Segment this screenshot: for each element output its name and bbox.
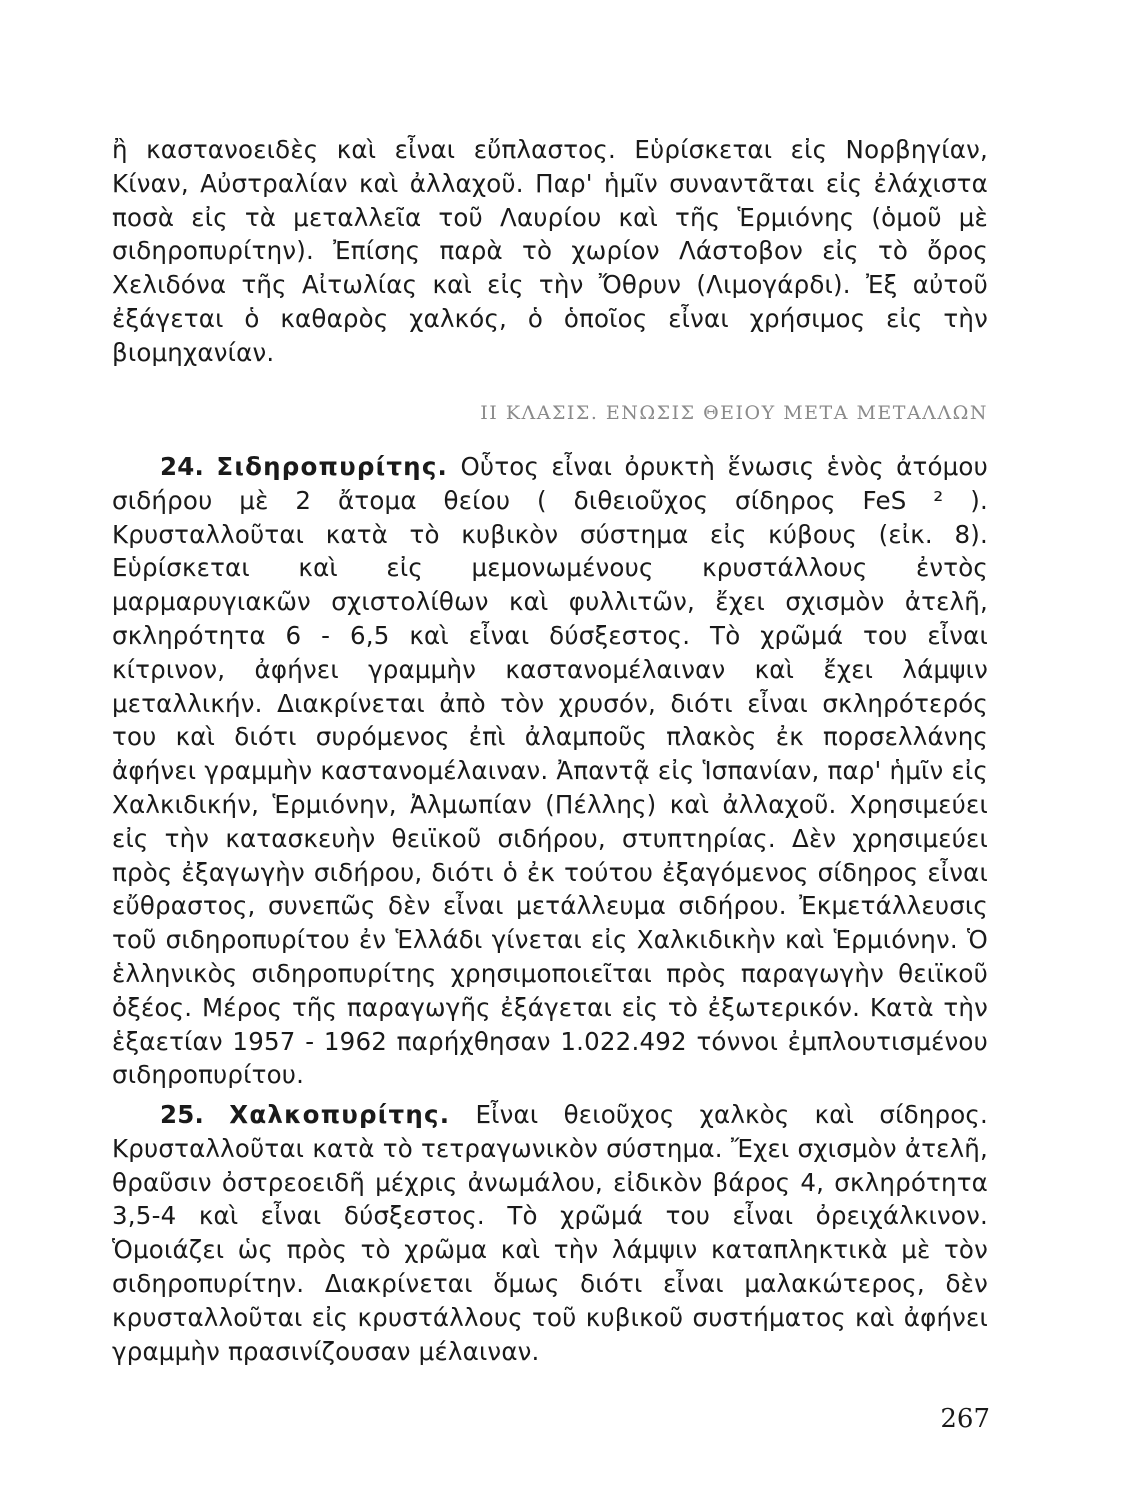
entry-25-text: Εἶναι θειοῦχος χαλκὸς καὶ σίδηρος. Κρυσταλλοῦται κατὰ τὸ τετραγωνικὸν σύστημα. Ἔχει σχισμὸν ἀτελῆ, θραῦσιν ὀστρεοειδῆ μέχρις ἀνωμάλου, εἰδικὸν βάρος 4, σκληρότητα 3,5-4 καὶ εἶναι δύσξεστος. Τὸ χρῶμά του εἶναι ὀρειχάλκινον. Ὁμοιάζει ὡς πρὸς τὸ χρῶμα καὶ τὴν λάμψιν καταπληκτικὰ μὲ τὸν σιδηροπυρίτην. Διακρίνεται ὅμως διότι εἶναι μαλακώτερος, δὲν κρυσταλλοῦται εἰς κρυστάλλους τοῦ κυβικοῦ συστήματος καὶ ἀφήνει γραμμὴν πρασινίζουσαν μέλαιναν. bbox=[112, 1100, 988, 1366]
entry-24-number: 24. bbox=[160, 452, 205, 481]
entry-24 bbox=[112, 450, 988, 1092]
entry-25 bbox=[112, 1098, 988, 1368]
entry-25-title: Χαλκοπυρίτης. bbox=[229, 1100, 451, 1129]
entry-25-number: 25. bbox=[160, 1100, 205, 1129]
entry-24-title: Σιδηροπυρίτης. bbox=[216, 452, 449, 481]
paragraph-intro-text: ἢ καστανοειδὲς καὶ εἶναι εὔπλαστος. Εὑρίσκεται εἰς Νορβηγίαν, Κίναν, Αὐστραλίαν καὶ ἀλλαχοῦ. Παρ' ἡμῖν συναντᾶται εἰς ἐλάχιστα ποσὰ εἰς τὰ μεταλλεῖα τοῦ Λαυρίου καὶ τῆς Ἑρμιόνης (ὁμοῦ μὲ σιδηροπυρίτην). Ἐπίσης παρὰ τὸ χωρίον Λάστοβον εἰς τὸ ὄρος Χελιδόνα τῆς Αἰτωλίας καὶ εἰς τὴν Ὄθρυν (Λιμογάρδι). Ἐξ αὐτοῦ ἐξάγεται ὁ καθαρὸς χαλκός, ὁ ὁποῖος εἶναι χρήσιμος εἰς τὴν βιομηχανίαν. bbox=[112, 135, 988, 367]
section-heading: II ΚΛΑΣΙΣ. ΕΝΩΣΙΣ ΘΕΙΟΥ ΜΕΤΑ ΜΕΤΑΛΛΩΝ bbox=[480, 402, 988, 424]
paragraph-intro bbox=[112, 133, 988, 370]
entry-24-text: Οὗτος εἶναι ὀρυκτὴ ἕνωσις ἑνὸς ἀτόμου σιδήρου μὲ 2 ἄτομα θείου ( διθειοῦχος σίδηρος FeS ² ). Κρυσταλλοῦται κατὰ τὸ κυβικὸν σύστημα εἰς κύβους (εἰκ. 8). Εὑρίσκεται καὶ εἰς μεμονωμένους κρυστάλλους ἐντὸς μαρμαρυγιακῶν σχιστολίθων καὶ φυλλιτῶν, ἔχει σχισμὸν ἀτελῆ, σκληρότητα 6 - 6,5 καὶ εἶναι δύσξεστος. Τὸ χρῶμά του εἶναι κίτρινον, ἀφήνει γραμμὴν καστανομέλαιναν καὶ ἔχει λάμψιν μεταλλικήν. Διακρίνεται ἀπὸ τὸν χρυσόν, διότι εἶναι σκληρότερός του καὶ διότι συρόμενος ἐπὶ ἀλαμποῦς πλακὸς ἐκ πορσελλάνης ἀφήνει γραμμὴν καστανομέλαιναν. Ἀπαντᾷ εἰς Ἱσπανίαν, παρ' ἡμῖν εἰς Χαλκιδικήν, Ἑρμιόνην, Ἀλμωπίαν (Πέλλης) καὶ ἀλλαχοῦ. Χρησιμεύει εἰς τὴν κατασκευὴν θειϊκοῦ σιδήρου, στυπτηρίας. Δὲν χρησιμεύει πρὸς ἐξαγωγὴν σιδήρου, διότι ὁ ἐκ τούτου ἐξαγόμενος σίδηρος εἶναι εὔθραστος, συνεπῶς δὲν εἶναι μετάλλευμα σιδήρου. Ἐκμετάλλευσις τοῦ σιδηροπυρίτου ἐν Ἑλλάδι γίνεται εἰς Χαλκιδικὴν καὶ Ἑρμιόνην. Ὁ ἑλληνικὸς σιδηροπυρίτης χρησιμοποιεῖται πρὸς παραγωγὴν θειϊκοῦ ὀξέος. Μέρος τῆς παραγωγῆς ἐξάγεται εἰς τὸ ἐξωτερικόν. Κατὰ τὴν ἑξαετίαν 1957 - 1962 παρήχθησαν 1.022.492 τόννοι ἐμπλουτισμένου σιδηροπυρίτου. bbox=[112, 452, 988, 1090]
page-number: 267 bbox=[940, 1404, 990, 1434]
